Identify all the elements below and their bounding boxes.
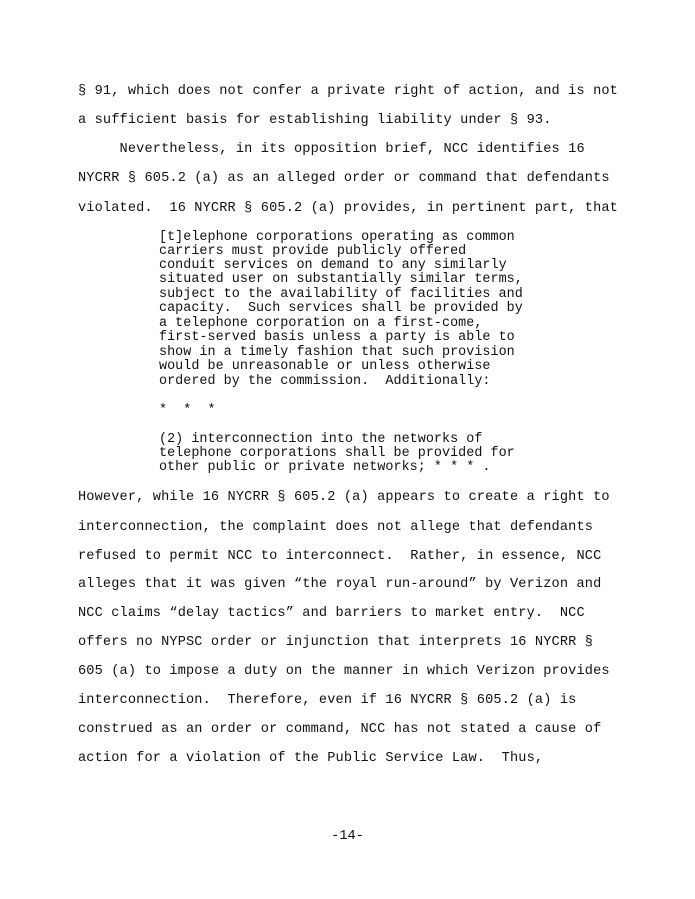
quote-line: would be unreasonable or unless otherwise xyxy=(159,359,491,374)
quote-line: conduit services on demand to any similarly xyxy=(159,258,507,273)
text-line: refused to permit NCC to interconnect. Rather, in essence, NCC xyxy=(78,549,602,564)
quote-line: other public or private networks; * * * . xyxy=(159,460,491,475)
quote-line: telephone corporations shall be provided for xyxy=(159,446,515,461)
text-line: § 91, which does not confer a private right of action, and is not xyxy=(78,84,618,99)
text-line: violated. 16 NYCRR § 605.2 (a) provides, in pertinent part, that xyxy=(78,201,618,216)
page-number: -14- xyxy=(331,829,364,844)
text-line: interconnection. Therefore, even if 16 NYCRR § 605.2 (a) is xyxy=(78,693,577,708)
text-line: offers no NYPSC order or injunction that interprets 16 NYCRR § xyxy=(78,635,594,650)
quote-line: (2) interconnection into the networks of xyxy=(159,432,483,447)
text-line: construed as an order or command, NCC has not stated a cause of xyxy=(78,722,602,737)
quote-line: carriers must provide publicly offered xyxy=(159,244,467,259)
quote-line: a telephone corporation on a first-come, xyxy=(159,316,483,331)
text-line: Nevertheless, in its opposition brief, NCC identifies 16 xyxy=(78,142,585,157)
text-line: NYCRR § 605.2 (a) as an alleged order or command that defendants xyxy=(78,171,610,186)
quote-line: ordered by the commission. Additionally: xyxy=(159,374,491,389)
quote-line: show in a timely fashion that such provision xyxy=(159,345,515,360)
quote-line: [t]elephone corporations operating as common xyxy=(159,230,515,245)
text-line: interconnection, the complaint does not allege that defendants xyxy=(78,520,594,535)
quote-line: situated user on substantially similar terms, xyxy=(159,272,523,287)
ellipsis-stars: * * * xyxy=(159,403,216,418)
text-line: a sufficient basis for establishing liability under § 93. xyxy=(78,113,552,128)
text-line: 605 (a) to impose a duty on the manner in which Verizon provides xyxy=(78,664,610,679)
quote-line: capacity. Such services shall be provided by xyxy=(159,301,523,316)
text-line: NCC claims “delay tactics” and barriers to market entry. NCC xyxy=(78,606,585,621)
text-line: alleges that it was given “the royal run-around” by Verizon and xyxy=(78,577,602,592)
text-line: However, while 16 NYCRR § 605.2 (a) appears to create a right to xyxy=(78,490,610,505)
text-line: action for a violation of the Public Service Law. Thus, xyxy=(78,751,544,766)
quote-line: subject to the availability of facilities and xyxy=(159,287,523,302)
quote-line: first-served basis unless a party is able to xyxy=(159,330,515,345)
